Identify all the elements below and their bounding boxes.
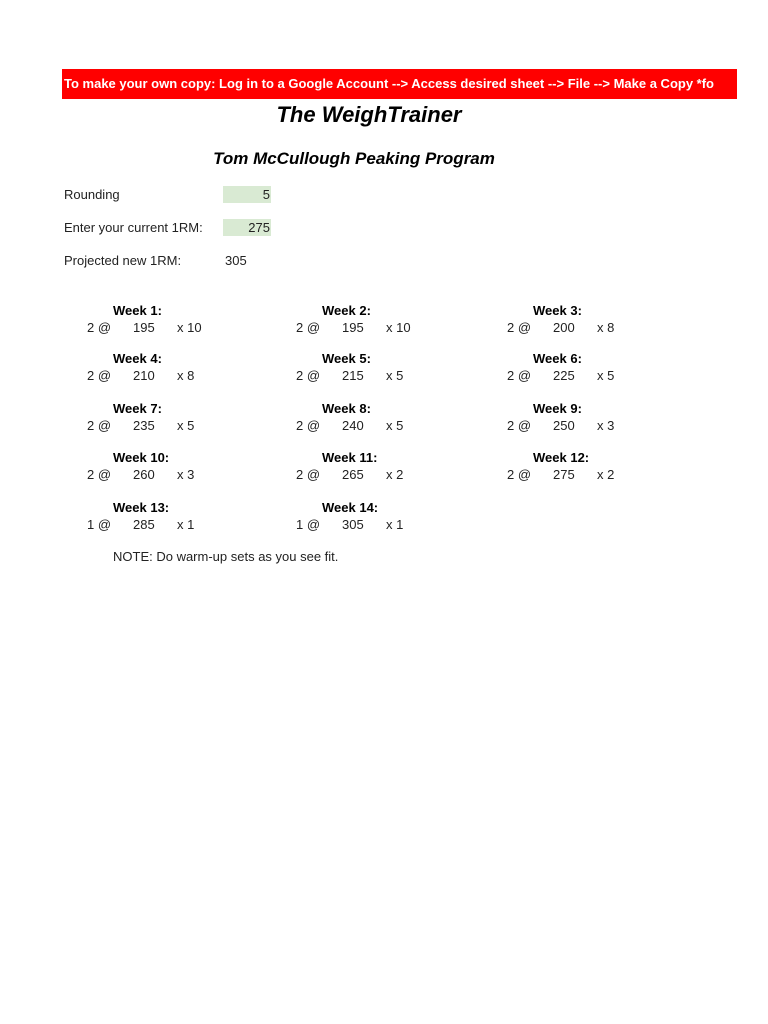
week-weight: 215 [342, 368, 364, 383]
week-reps: x 5 [386, 368, 404, 383]
week-title: Week 6: [533, 351, 582, 366]
week-reps: x 1 [386, 517, 404, 532]
week-sets: 2 @ [507, 320, 532, 335]
week-block [296, 449, 496, 485]
week-title: Week 4: [113, 351, 162, 366]
week-title: Week 7: [113, 401, 162, 416]
projected-1rm-value: 305 [225, 253, 247, 268]
week-weight: 240 [342, 418, 364, 433]
week-block [87, 400, 287, 436]
week-block [87, 449, 287, 485]
week-sets: 2 @ [296, 418, 321, 433]
current-1rm-label: Enter your current 1RM: [64, 220, 203, 235]
week-block [507, 302, 707, 338]
week-sets: 2 @ [296, 467, 321, 482]
week-sets: 2 @ [507, 467, 532, 482]
week-weight: 195 [342, 320, 364, 335]
week-reps: x 2 [386, 467, 404, 482]
week-title: Week 11: [322, 450, 378, 465]
week-reps: x 10 [177, 320, 202, 335]
week-reps: x 2 [597, 467, 615, 482]
week-block [87, 499, 287, 535]
week-sets: 1 @ [296, 517, 321, 532]
week-reps: x 3 [597, 418, 615, 433]
week-title: Week 2: [322, 303, 371, 318]
week-weight: 275 [553, 467, 575, 482]
week-sets: 2 @ [87, 467, 112, 482]
week-title: Week 5: [322, 351, 371, 366]
current-1rm-input[interactable]: 275 [223, 219, 271, 236]
week-reps: x 5 [597, 368, 615, 383]
week-title: Week 12: [533, 450, 590, 465]
week-sets: 2 @ [507, 368, 532, 383]
week-title: Week 13: [113, 500, 170, 515]
week-weight: 200 [553, 320, 575, 335]
page-title: The WeighTrainer [276, 102, 462, 127]
week-reps: x 1 [177, 517, 195, 532]
week-block [296, 350, 496, 386]
week-sets: 2 @ [296, 368, 321, 383]
week-sets: 2 @ [87, 368, 112, 383]
week-title: Week 1: [113, 303, 162, 318]
week-weight: 195 [133, 320, 155, 335]
week-sets: 1 @ [87, 517, 112, 532]
week-block [87, 350, 287, 386]
warmup-note: NOTE: Do warm-up sets as you see fit. [113, 549, 339, 564]
week-block [507, 350, 707, 386]
week-block [507, 449, 707, 485]
week-reps: x 8 [177, 368, 195, 383]
week-reps: x 10 [386, 320, 411, 335]
week-weight: 285 [133, 517, 155, 532]
week-sets: 2 @ [87, 418, 112, 433]
week-sets: 2 @ [296, 320, 321, 335]
week-reps: x 5 [386, 418, 404, 433]
week-weight: 265 [342, 467, 364, 482]
week-reps: x 5 [177, 418, 195, 433]
week-weight: 225 [553, 368, 575, 383]
week-title: Week 3: [533, 303, 582, 318]
week-weight: 305 [342, 517, 364, 532]
week-weight: 250 [553, 418, 575, 433]
week-block [507, 400, 707, 436]
copy-instructions-banner: To make your own copy: Log in to a Google Account --> Access desired sheet --> File --> Make a Copy *fo [62, 69, 737, 99]
rounding-label: Rounding [64, 187, 120, 202]
week-title: Week 9: [533, 401, 582, 416]
week-weight: 235 [133, 418, 155, 433]
week-sets: 2 @ [87, 320, 112, 335]
week-weight: 260 [133, 467, 155, 482]
week-reps: x 8 [597, 320, 615, 335]
week-sets: 2 @ [507, 418, 532, 433]
week-title: Week 8: [322, 401, 371, 416]
week-weight: 210 [133, 368, 155, 383]
week-title: Week 10: [113, 450, 170, 465]
program-subtitle: Tom McCullough Peaking Program [213, 149, 495, 168]
week-block [296, 400, 496, 436]
week-title: Week 14: [322, 500, 379, 515]
week-block [296, 499, 496, 535]
week-block [87, 302, 287, 338]
projected-1rm-label: Projected new 1RM: [64, 253, 182, 268]
week-reps: x 3 [177, 467, 195, 482]
rounding-input[interactable]: 5 [223, 186, 271, 203]
week-block [296, 302, 496, 338]
